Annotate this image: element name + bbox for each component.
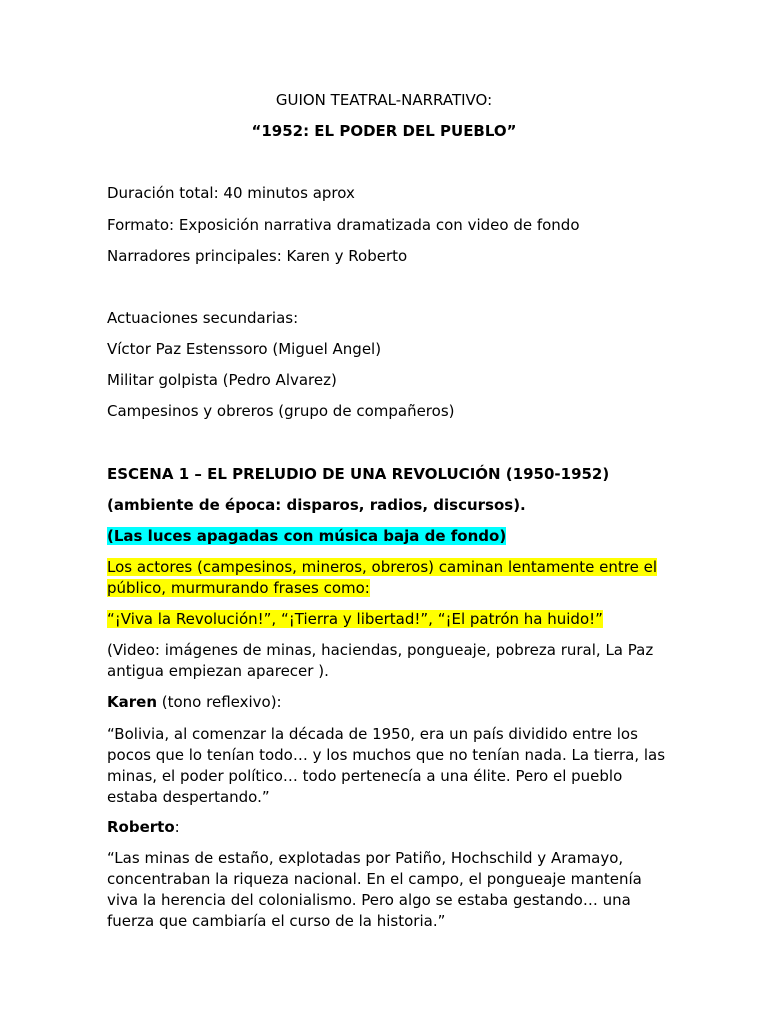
cue-colon: :: [174, 818, 180, 836]
stage-direction-actors-cont: [107, 578, 667, 599]
highlight-yellow: Los actores (campesinos, mineros, obreros) caminan lentamente entre el: [107, 558, 658, 576]
highlight-yellow: público, murmurando frases como:: [107, 579, 370, 597]
speaker-karen: Karen: [107, 693, 157, 711]
speaker-roberto: Roberto: [107, 818, 175, 836]
scene-ambience: (ambiente de época: disparos, radios, discursos).: [107, 496, 526, 514]
stage-direction-lights: [107, 526, 667, 547]
play-title: “1952: EL PODER DEL PUEBLO”: [251, 122, 517, 140]
format-line: Formato: Exposición narrativa dramatizada con video de fondo: [107, 216, 580, 234]
roberto-dialogue: “Las minas de estaño, explotadas por Patiño, Hochschild y Aramayo, concentraban la riqueza nacional. En el campo, el pongueaje mantenía viva la herencia del colonialismo. Pero algo se estaba gestando… una fuerza que cambiaría el curso de la historia.”: [107, 849, 642, 930]
crowd-chants: [107, 609, 667, 630]
roberto-cue: [107, 817, 667, 838]
cast-item: Campesinos y obreros (grupo de compañeros): [107, 402, 455, 420]
karen-cue: [107, 692, 667, 713]
highlight-cyan: (Las luces apagadas con música baja de fondo): [107, 527, 507, 545]
narrators-line: Narradores principales: Karen y Roberto: [107, 247, 408, 265]
video-direction: (Video: imágenes de minas, haciendas, pongueaje, pobreza rural, La Paz antigua empiezan aparecer ).: [107, 641, 654, 680]
cast-heading: Actuaciones secundarias:: [107, 309, 299, 327]
tone-note: (tono reflexivo):: [157, 693, 282, 711]
cast-item: Militar golpista (Pedro Alvarez): [107, 371, 337, 389]
cast-item: Víctor Paz Estenssoro (Miguel Angel): [107, 340, 382, 358]
duration-line: Duración total: 40 minutos aprox: [107, 184, 355, 202]
scene-heading: ESCENA 1 – EL PRELUDIO DE UNA REVOLUCIÓN (1950-1952): [107, 465, 610, 483]
highlight-yellow: “¡Viva la Revolución!”, “¡Tierra y libertad!”, “¡El patrón ha huido!”: [107, 610, 603, 628]
stage-direction-actors: [107, 557, 667, 578]
script-title: GUION TEATRAL-NARRATIVO:: [275, 91, 493, 109]
karen-dialogue: “Bolivia, al comenzar la década de 1950, era un país dividido entre los pocos que lo tenían todo… y los muchos que no tenían nada. La tierra, las minas, el poder político… todo pertenecía a una élite. Pero el pueblo estaba despertando.”: [107, 725, 666, 806]
